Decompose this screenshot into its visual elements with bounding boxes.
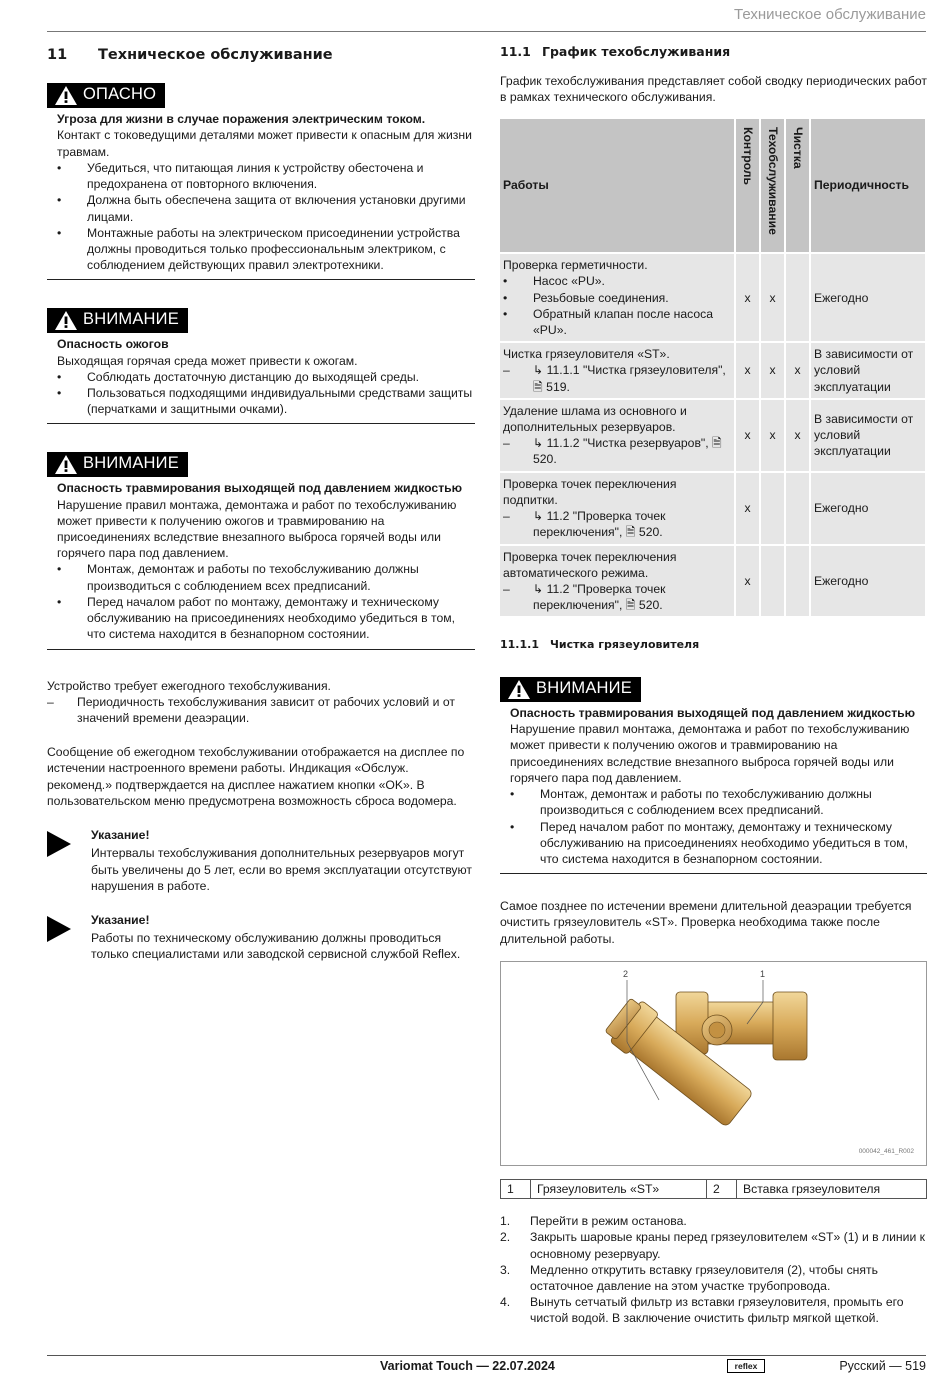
subsubsection-heading	[500, 638, 927, 653]
header-period: Периодичность	[811, 119, 927, 254]
warning-bullet	[510, 786, 927, 818]
cell-work	[500, 473, 736, 546]
cell-service	[761, 473, 786, 546]
figure-label-1: 1	[760, 968, 766, 979]
cell-period: Ежегодно	[811, 254, 927, 343]
warning-subtitle: Опасность травмирования выходящей под давлением жидкостью	[57, 481, 463, 496]
cell-work	[500, 254, 736, 343]
warning-block	[500, 677, 927, 874]
work-item	[503, 273, 731, 289]
dash-mark: –	[47, 694, 54, 709]
warning-text: Контакт с токоведущими деталями может привести к опасным для жизни травмам.	[57, 128, 472, 159]
legend-text-2: Вставка грязеуловителя	[737, 1179, 927, 1198]
step-item	[500, 1262, 927, 1294]
work-item	[503, 581, 731, 613]
warning-bullet	[57, 385, 475, 417]
item-mark: •	[503, 306, 508, 321]
work-title: Проверка точек переключения автоматического режима.	[503, 549, 677, 580]
strainer-warning-container	[500, 677, 927, 874]
note-arrow-icon	[47, 827, 91, 894]
warning-bullet	[57, 369, 475, 385]
cell-clean	[786, 473, 811, 546]
cell-work	[500, 343, 736, 400]
bullet-mark: •	[510, 787, 515, 802]
item-text: ↳ 11.2 "Проверка точек переключения", 🗎 520.	[533, 509, 666, 540]
dash-text: Периодичность техобслуживания зависит от рабочих условий и от значений времени деаэрации.	[77, 694, 455, 725]
cell-service: x	[761, 343, 786, 400]
subsection-number: 11.1	[500, 44, 531, 59]
warning-subtitle: Опасность травмирования выходящей под давлением жидкостью	[510, 706, 916, 720]
bullet-text: Должна быть обеспечена защита от включения установки другими лицами.	[87, 193, 466, 224]
header-control: Контроль	[736, 119, 761, 254]
section-heading	[47, 46, 475, 65]
bullet-text: Монтажные работы на электрическом присоединении устройства должны проводиться только профессиональным электриком, с соблюдением действующих правил электротехники.	[87, 225, 460, 273]
step-number: 1.	[500, 1214, 511, 1229]
note-arrow-icon	[47, 912, 91, 963]
warning-bullet	[57, 561, 475, 593]
cell-control: x	[736, 254, 761, 343]
section-title: Техническое обслуживание	[98, 47, 333, 63]
work-title: Чистка грязеуловителя «ST».	[503, 347, 670, 362]
work-title: Проверка герметичности.	[503, 258, 648, 273]
note-title: Указание!	[91, 828, 150, 843]
warning-bullet	[57, 192, 475, 224]
warning-block	[47, 83, 475, 280]
table-row	[500, 343, 927, 400]
work-item	[503, 435, 731, 467]
note-block	[47, 827, 475, 894]
procedure-steps	[500, 1213, 927, 1327]
notes-container	[47, 827, 475, 963]
cell-clean: x	[786, 400, 811, 473]
warning-subtitle: Угроза для жизни в случае поражения электрическим током.	[57, 112, 426, 127]
section-number: 11	[47, 47, 68, 63]
bullet-mark: •	[57, 193, 62, 208]
cell-control: x	[736, 343, 761, 400]
item-mark: •	[503, 274, 508, 289]
item-text: ↳ 11.1.2 "Чистка резервуаров", 🗎 520.	[533, 436, 722, 467]
cell-control: x	[736, 400, 761, 473]
header-service: Техобслуживание	[761, 119, 786, 254]
warning-triangle-icon	[508, 680, 530, 699]
legend-num-2: 2	[707, 1179, 737, 1198]
reflex-logo: reflex	[727, 1359, 765, 1373]
warning-badge	[47, 83, 165, 108]
cell-service	[761, 546, 786, 619]
bullet-text: Соблюдать достаточную дистанцию до выходящей среды.	[87, 369, 419, 384]
warning-triangle-icon	[55, 455, 77, 474]
subsubsection-number: 11.1.1	[500, 638, 539, 652]
subsection-heading	[500, 44, 927, 61]
cell-period: В зависимости от условий эксплуатации	[811, 400, 927, 473]
step-text: Перейти в режим останова.	[530, 1214, 687, 1229]
bullet-text: Убедиться, что питающая линия к устройству обесточена и предохранена от повторного включения.	[87, 160, 424, 192]
warning-bullet	[57, 160, 475, 192]
step-item	[500, 1213, 927, 1229]
warning-triangle-icon	[55, 311, 77, 330]
warning-text: Нарушение правил монтажа, демонтажа и работ по техобслуживанию может привести к получению ожогов и травмированию на присоединениях вследствие внезапного выброса горячей воды или горячего пара под давлением.	[57, 497, 457, 561]
step-item	[500, 1229, 927, 1261]
bullet-text: Монтаж, демонтаж и работы по техобслуживанию должны производиться с соблюдением всех предписаний.	[87, 562, 419, 593]
item-text: Насос «PU».	[533, 274, 605, 289]
table-header-row	[500, 119, 927, 254]
maintenance-intro: Устройство требует ежегодного техобслуживания.	[47, 678, 331, 693]
note-block	[47, 912, 475, 963]
bullet-mark: •	[57, 386, 62, 400]
warning-badge-text: ВНИМАНИЕ	[83, 310, 179, 329]
work-item	[503, 306, 731, 338]
cell-clean	[786, 546, 811, 619]
figure-label-2: 2	[623, 968, 629, 979]
item-mark: –	[503, 363, 510, 378]
running-header: Техническое обслуживание	[734, 6, 926, 23]
cell-control: x	[736, 473, 761, 546]
bullet-text: Перед началом работ по монтажу, демонтажу и техническому обслуживанию на присоединениях необходимо убедиться в том, что система находится в безнапорном состоянии.	[540, 819, 908, 866]
bullet-mark: •	[57, 594, 62, 609]
cell-control: x	[736, 546, 761, 619]
warning-bullet	[57, 225, 475, 274]
item-text: ↳ 11.2 "Проверка точек переключения", 🗎 520.	[533, 582, 666, 613]
footer-document: Variomat Touch — 22.07.2024	[380, 1359, 555, 1373]
bullet-text: Пользоваться подходящими индивидуальными средствами защиты (перчатками и защитными очками).	[87, 386, 473, 417]
schedule-intro: График техобслуживания представляет собой сводку периодических работ в рамках технического обслуживания.	[500, 73, 927, 104]
maintenance-schedule-table	[500, 119, 927, 618]
warning-badge	[47, 308, 188, 333]
strainer-intro: Самое позднее по истечении времени длительной деаэрации требуется очистить грязеуловитель «ST». Проверка необходима также после длительной работы.	[500, 899, 912, 946]
warning-badge-text: ВНИМАНИЕ	[536, 679, 632, 698]
item-mark: –	[503, 436, 510, 451]
step-text: Медленно открутить вставку грязеуловителя (2), чтобы снять остаточное давление на этом участке трубопровода.	[530, 1262, 878, 1293]
warning-badge	[47, 452, 188, 477]
note-body	[91, 912, 475, 963]
step-number: 3.	[500, 1262, 511, 1277]
work-item	[503, 362, 731, 394]
cell-service: x	[761, 254, 786, 343]
step-text: Закрыть шаровые краны перед грязеуловителем «ST» (1) и в линии к основному резервуару.	[530, 1230, 925, 1261]
warning-badge-text: ВНИМАНИЕ	[83, 454, 179, 473]
header-rule	[47, 31, 926, 32]
dash-item	[47, 694, 475, 726]
footer-page: Русский — 519	[839, 1359, 926, 1373]
legend-row	[501, 1179, 927, 1198]
bullet-mark: •	[510, 819, 515, 834]
note-title: Указание!	[91, 912, 150, 927]
cell-work	[500, 546, 736, 619]
cell-period: В зависимости от условий эксплуатации	[811, 343, 927, 400]
item-mark: –	[503, 509, 510, 524]
strainer-illustration	[501, 962, 926, 1165]
step-item	[500, 1294, 927, 1326]
cell-clean: x	[786, 343, 811, 400]
step-text: Вынуть сетчатый фильтр из вставки грязеуловителя, промыть его чистой водой. В заключение очистить фильтр мягкой щеткой.	[530, 1295, 904, 1326]
warning-text: Нарушение правил монтажа, демонтажа и работ по техобслуживанию может привести к получению ожогов и травмированию на присоединениях вследствие внезапного выброса горячей воды или горячего пара под давлением.	[510, 722, 910, 785]
bullet-text: Перед началом работ по монтажу, демонтажу и техническому обслуживанию на присоединениях необходимо убедиться в том, что система находится в безнапорном состоянии.	[87, 594, 455, 642]
note-body	[91, 827, 475, 894]
work-title: Проверка точек переключения подпитки.	[503, 476, 677, 507]
header-work: Работы	[500, 119, 736, 254]
item-mark: –	[503, 582, 510, 596]
table-row	[500, 473, 927, 546]
figure-code: 000042_461_R002	[858, 1148, 914, 1156]
warning-triangle-icon	[55, 86, 77, 105]
work-title: Удаление шлама из основного и дополнительных резервуаров.	[503, 403, 687, 435]
work-item	[503, 508, 731, 540]
work-item	[503, 290, 731, 306]
bullet-mark: •	[57, 369, 62, 384]
item-text: ↳ 11.1.1 "Чистка грязеуловителя", 🗎 519.	[533, 363, 726, 394]
table-row	[500, 546, 927, 619]
warning-block	[47, 452, 475, 649]
warning-badge-text: ОПАСНО	[83, 85, 157, 104]
item-text: Обратный клапан после насоса «PU».	[533, 306, 714, 337]
figure-legend	[500, 1179, 927, 1199]
note-text: Работы по техническому обслуживанию должны проводиться только специалистами или заводской сервисной службой Reflex.	[91, 931, 461, 962]
cell-work	[500, 400, 736, 473]
warning-badge	[500, 677, 641, 702]
step-number: 2.	[500, 1230, 511, 1245]
bullet-mark: •	[57, 160, 62, 175]
subsection-title: График техобслуживания	[542, 44, 731, 59]
note-text: Интервалы техобслуживания дополнительных резервуаров могут быть увеличены до 5 лет, если во время эксплуатации отсутствуют нарушения в работе.	[91, 846, 472, 893]
item-text: Резьбовые соединения.	[533, 290, 669, 305]
warning-text: Выходящая горячая среда может привести к ожогам.	[57, 353, 358, 368]
strainer-figure	[500, 961, 927, 1166]
warnings-container	[47, 83, 475, 649]
legend-text-1: Грязеуловитель «ST»	[531, 1179, 707, 1198]
warning-bullet	[57, 594, 475, 643]
bullet-mark: •	[57, 225, 62, 240]
warning-block	[47, 308, 475, 424]
table-row	[500, 254, 927, 343]
warning-bullet	[510, 819, 927, 868]
bullet-text: Монтаж, демонтаж и работы по техобслуживанию должны производиться с соблюдением всех предписаний.	[540, 787, 872, 818]
bullet-mark: •	[57, 562, 62, 577]
subsubsection-title: Чистка грязеуловителя	[550, 638, 700, 652]
item-mark: •	[503, 290, 508, 305]
header-clean: Чистка	[786, 119, 811, 254]
warning-subtitle: Опасность ожогов	[57, 337, 169, 352]
legend-num-1: 1	[501, 1179, 531, 1198]
right-column	[500, 44, 927, 1327]
cell-period: Ежегодно	[811, 473, 927, 546]
left-column	[47, 46, 475, 963]
step-number: 4.	[500, 1295, 511, 1310]
cell-clean	[786, 254, 811, 343]
cell-service: x	[761, 400, 786, 473]
table-row	[500, 400, 927, 473]
footer-rule	[47, 1355, 926, 1356]
cell-period: Ежегодно	[811, 546, 927, 619]
maintenance-message-text: Сообщение об ежегодном техобслуживании отображается на дисплее по истечении настроенного времени работы. Индикация «Обслуж. рекоменд.» подтверждается на дисплее нажатием кнопки «OK». В пользовательском меню предусмотрена возможность сброса водомера.	[47, 745, 465, 808]
